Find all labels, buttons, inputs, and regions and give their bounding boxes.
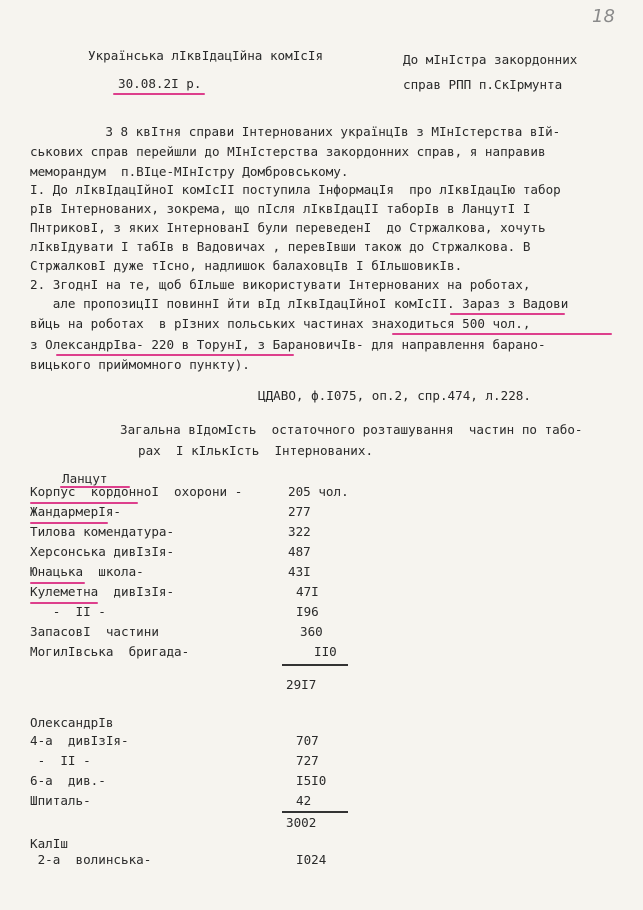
body-line: рІв Інтернованих, зокрема, що пІсля лІквІдацІІ таборІв в ЛанцутІ І xyxy=(30,201,531,216)
table-title-line-1: Загальна вІдомІсть остаточного розташування частин по табо- xyxy=(120,422,583,437)
unit-label: 4-а дивІзІя- xyxy=(30,733,129,748)
unit-count: 322 xyxy=(288,524,311,539)
unit-label: МогилІвська бригада- xyxy=(30,644,190,659)
sum-line xyxy=(282,664,348,666)
unit-label: - ІІ - xyxy=(30,753,91,768)
body-line: вицького приймомного пункту). xyxy=(30,357,250,372)
highlight-underline xyxy=(30,502,138,504)
unit-label: 6-а див.- xyxy=(30,773,106,788)
sum-line xyxy=(282,811,348,813)
highlight-underline xyxy=(56,354,294,356)
highlight-underline xyxy=(450,313,565,315)
unit-label: Кулеметна дивІзІя- xyxy=(30,584,175,599)
highlight-underline xyxy=(30,582,85,584)
date-underline xyxy=(113,93,205,95)
camp-total: 29І7 xyxy=(286,677,317,692)
unit-count: ІІ0 xyxy=(314,644,337,659)
unit-count: 47І xyxy=(296,584,319,599)
body-line: лІквІдувати І табІв в Вадовичах , перевІвши також до Стржалкова. В xyxy=(30,239,531,254)
recipient-line-1: До мІнІстра закордонних xyxy=(403,52,578,67)
unit-label: Юнацька школа- xyxy=(30,564,144,579)
unit-count: 360 xyxy=(300,624,323,639)
camp-name: Ланцут xyxy=(62,471,108,486)
camp-name: ОлександрІв xyxy=(30,715,114,730)
camp-name: КалІш xyxy=(30,836,68,851)
body-line: вйць на роботах в рІзних польських частинах знаходиться 500 чол., xyxy=(30,316,531,331)
camp-total: 3002 xyxy=(286,815,317,830)
unit-count: І96 xyxy=(296,604,319,619)
unit-count: 205 чол. xyxy=(288,484,349,499)
unit-label: ЖандармерІя- xyxy=(30,504,121,519)
unit-label: ЗапасовІ частини xyxy=(30,624,159,639)
unit-label: Херсонська дивІзІя- xyxy=(30,544,175,559)
unit-count: І5І0 xyxy=(296,773,327,788)
body-line: ськових справ перейшли до МІнІстерства закордонних справ, я направив xyxy=(30,144,546,159)
unit-label: Шпиталь- xyxy=(30,793,91,808)
recipient-line-2: справ РПП п.СкІрмунта xyxy=(403,77,563,92)
unit-count: 727 xyxy=(296,753,319,768)
body-line: І. До лІквІдацІйноІ комІсІІ поступила ІнформацІя про лІквІдацІю табор xyxy=(30,182,561,197)
body-line: 2. ЗгоднІ на те, щоб бІльше використувати Інтернованих на роботах, xyxy=(30,277,531,292)
page-number: 18 xyxy=(592,6,615,27)
unit-count: 277 xyxy=(288,504,311,519)
unit-label: 2-а волинська- xyxy=(30,852,152,867)
commission-title: Українська лІквІдацІйна комІсІя xyxy=(88,48,324,63)
highlight-underline xyxy=(392,333,612,335)
archive-reference: ЦДАВО, ф.І075, оп.2, спр.474, л.228. xyxy=(258,388,531,403)
body-line: СтржалковІ дуже тІсно, надлишок балаховцІв І бІльшовикІв. xyxy=(30,258,463,273)
unit-count: 42 xyxy=(296,793,312,808)
document-date: 30.08.2І р. xyxy=(118,76,202,91)
highlight-underline xyxy=(30,522,108,524)
unit-count: І024 xyxy=(296,852,327,867)
unit-count: 487 xyxy=(288,544,311,559)
unit-label: Корпус кордонноІ охорони - xyxy=(30,484,243,499)
body-line: ПнтриковІ, з яких ІнтернованІ були переведенІ до Стржалкова, хочуть xyxy=(30,220,546,235)
unit-count: 707 xyxy=(296,733,319,748)
table-title-line-2: рах І кІлькІсть Інтернованих. xyxy=(138,443,374,458)
body-line: з ОлександрІва- 220 в ТорунІ, з БарановичІв- для направлення барано- xyxy=(30,337,546,352)
body-line: але пропозицІІ повиннІ йти вІд лІквІдацІйноІ комІсІІ. Зараз з Вадови xyxy=(30,296,569,311)
unit-count: 43І xyxy=(288,564,311,579)
body-line: меморандум п.ВІце-МІнІстру Домбровському. xyxy=(30,164,349,179)
highlight-underline xyxy=(30,602,98,604)
unit-label: - ІІ - xyxy=(30,604,106,619)
body-line: З 8 квІтня справи Інтернованих українцІв з МІнІстерства вІй- xyxy=(75,124,561,139)
unit-label: Тилова комендатура- xyxy=(30,524,175,539)
